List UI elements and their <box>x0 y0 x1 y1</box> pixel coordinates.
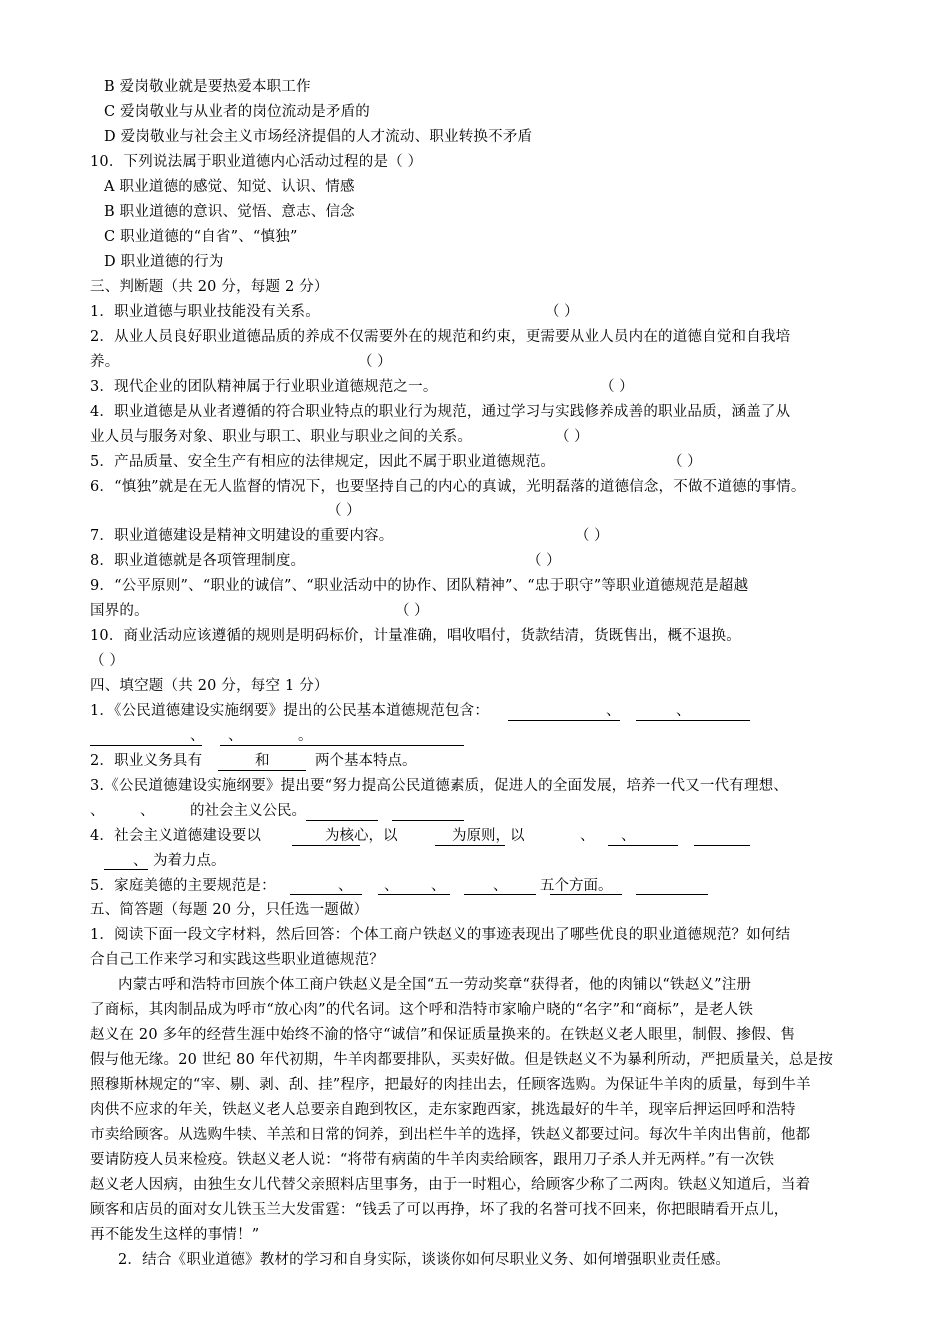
answer-paren: （ ） <box>600 379 634 395</box>
fill-blank[interactable] <box>636 720 750 721</box>
answer-paren: （ ） <box>358 354 392 370</box>
fill-blank[interactable] <box>392 820 464 821</box>
fill-question-3-line2: 的社会主义公民。 <box>190 803 306 819</box>
fill-question-2-and: 和 <box>255 753 270 769</box>
q9-option-c: C 爱岗敬业与从业者的岗位流动是矛盾的 <box>104 104 371 120</box>
tf-question-10-line1: 10．商业活动应该遵循的规则是明码标价，计量准确，唱收唱付，货款结清，货既售出，概不退换。 <box>90 628 741 644</box>
fill-question-1-line1: 1．《公民道德建设实施纲要》提出的公民基本道德规范包含： <box>90 703 490 719</box>
fill-blank[interactable] <box>636 894 708 895</box>
tf-question-7: 7．职业道德建设是精神文明建设的重要内容。 <box>90 528 394 544</box>
separator: 、 <box>621 828 636 844</box>
passage-line: 顾客和店员的面对女儿铁玉兰大发雷霆：“钱丢了可以再挣，坏了我的名誉可找不回来，你把眼睛看开点儿， <box>90 1202 789 1218</box>
separator: 、 <box>580 828 595 844</box>
passage-line: 照穆斯林规定的“宰、剔、剥、刮、挂”程序，把最好的肉挂出去，任顾客选购。为保证牛羊肉的质量，每到牛羊 <box>90 1077 811 1093</box>
passage-line: 赵义在 20 多年的经营生涯中始终不渝的恪守“诚信”和保证质量换来的。在铁赵义老人眼里，制假、掺假、售 <box>90 1027 796 1043</box>
passage-line: 了商标，其肉制品成为呼市“放心肉”的代名词。这个呼和浩特市家喻户晓的“名字”和“商标”，是老人铁 <box>90 1002 754 1018</box>
passage-line: 市卖给顾客。从选购牛犊、羊羔和日常的饲养，到出栏牛羊的选择，铁赵义都要过问。每次牛羊肉出售前，他都 <box>90 1127 811 1143</box>
separator: 。 <box>298 728 313 744</box>
essay-question-2: 2．结合《职业道德》教材的学习和自身实际，谈谈你如何尽职业义务、如何增强职业责任感。 <box>118 1252 731 1268</box>
tf-question-5: 5．产品质量、安全生产有相应的法律规定，因此不属于职业道德规范。 <box>90 454 556 470</box>
essay-question-1-line2: 合自己工作来学习和实践这些职业道德规范？ <box>90 952 384 968</box>
fill-question-5-start: 5．家庭美德的主要规范是： <box>90 878 276 894</box>
tf-question-1: 1．职业道德与职业技能没有关系。 <box>90 304 320 320</box>
tf-question-9-line2: 国界的。 <box>90 603 149 619</box>
separator: 、 <box>431 878 446 894</box>
passage-line: 内蒙古呼和浩特市回族个体工商户铁赵义是全国“五一劳动奖章“获得者，他的肉铺以“铁赵义”注册 <box>118 977 752 993</box>
tf-question-2-line2: 养。 <box>90 354 120 370</box>
tf-question-8: 8．职业道德就是各项管理制度。 <box>90 553 306 569</box>
tf-question-4-line1: 4．职业道德是从业者遵循的符合职业特点的职业行为规范，通过学习与实践修养成善的职业品质，涵盖了从 <box>90 404 791 420</box>
passage-line: 赵义老人因病，由独生女儿代替父亲照料店里事务，由于一时粗心，给顾客少称了二两肉。铁赵义知道后，当着 <box>90 1177 811 1193</box>
answer-paren: （ ） <box>555 429 589 445</box>
answer-paren: （ ） <box>527 553 561 569</box>
answer-paren: （ ） <box>545 304 579 320</box>
section-5-heading: 五、简答题（每题 20 分，只任选一题做） <box>90 902 369 918</box>
question-10: 10．下列说法属于职业道德内心活动过程的是（ ） <box>90 154 423 170</box>
q10-option-d: D 职业道德的行为 <box>104 254 224 270</box>
q9-option-b: B 爱岗敬业就是要热爱本职工作 <box>104 79 311 95</box>
tf-question-6-line1: 6．“慎独”就是在无人监督的情况下，也要坚持自己的内心的真诚，光明磊落的道德信念，不做不道德的事情。 <box>90 479 806 495</box>
tf-question-4-line2: 业人员与服务对象、职业与职工、职业与职业之间的关系。 <box>90 429 473 445</box>
fill-blank[interactable] <box>508 720 620 721</box>
fill-question-4-start: 4．社会主义道德建设要以 <box>90 828 262 844</box>
fill-blank[interactable] <box>608 845 678 846</box>
tf-question-3: 3．现代企业的团队精神属于行业职业道德规范之一。 <box>90 379 438 395</box>
q10-option-c: C 职业道德的“自省”、“慎独” <box>104 229 298 245</box>
passage-line: 肉供不应求的年关，铁赵义老人总要亲自跑到牧区，走东家跑西家，挑选最好的牛羊，现宰后押运回呼和浩特 <box>90 1102 796 1118</box>
q10-option-b: B 职业道德的意识、觉悟、意志、信念 <box>104 204 355 220</box>
fill-question-2-start: 2．职业义务具有 <box>90 753 203 769</box>
fill-blank[interactable] <box>694 845 750 846</box>
separator: 、 <box>190 728 205 744</box>
answer-paren: （ ） <box>327 503 361 519</box>
fill-blank[interactable] <box>306 820 378 821</box>
answer-paren: （ ） <box>575 528 609 544</box>
separator: 、 <box>140 803 155 819</box>
tf-question-9-line1: 9．“公平原则”、“职业的诚信”、“职业活动中的协作、团队精神”、“忠于职守”等职业道德规范是超越 <box>90 578 749 594</box>
passage-line: 假与他无缘。20 世纪 80 年代初期，牛羊肉都要排队，买卖好做。但是铁赵义不为暴利所动，严把质量关，总是按 <box>90 1052 834 1068</box>
separator: 、 <box>384 878 399 894</box>
separator: 、 <box>90 803 105 819</box>
q10-option-a: A 职业道德的感觉、知觉、认识、情感 <box>104 179 355 195</box>
answer-paren: （ ） <box>90 653 125 669</box>
separator: 、 <box>228 728 243 744</box>
tf-question-2-line1: 2．从业人员良好职业道德品质的养成不仅需要外在的规范和约束，更需要从业人员内在的道德自觉和自我培 <box>90 329 791 345</box>
fill-question-4-core: 为核心，以 <box>325 828 398 844</box>
separator: 、 <box>338 878 353 894</box>
fill-blank[interactable] <box>90 745 202 746</box>
separator: 、 <box>133 853 148 869</box>
separator: 、 <box>493 878 508 894</box>
fill-question-5-end: 五个方面。 <box>540 878 613 894</box>
fill-question-3-line1: 3.《公民道德建设实施纲要》提出要“努力提高公民道德素质，促进人的全面发展，培养一代又一代有理想、 <box>90 778 789 794</box>
section-4-heading: 四、填空题（共 20 分，每空 1 分） <box>90 678 329 694</box>
fill-question-2-end: 两个基本特点。 <box>315 753 417 769</box>
answer-paren: （ ） <box>668 454 702 470</box>
separator: 、 <box>606 703 621 719</box>
fill-question-4-principle: 为原则，以 <box>452 828 525 844</box>
fill-blank[interactable] <box>316 745 464 746</box>
q9-option-d: D 爱岗敬业与社会主义市场经济提倡的人才流动、职业转换不矛盾 <box>104 129 533 145</box>
answer-paren: （ ） <box>395 603 429 619</box>
passage-line: 要请防疫人员来检疫。铁赵义老人说：“将带有病菌的牛羊肉卖给顾客，跟用刀子杀人并无两样。”有一次铁 <box>90 1152 775 1168</box>
separator: 、 <box>676 703 691 719</box>
essay-question-1-line1: 1．阅读下面一段文字材料，然后回答：个体工商户铁赵义的事迹表现出了哪些优良的职业道德规范？如何结 <box>90 927 791 943</box>
section-3-heading: 三、判断题（共 20 分，每题 2 分） <box>90 279 329 295</box>
passage-line: 再不能发生这样的事情！” <box>90 1227 260 1243</box>
fill-question-4-end: 为着力点。 <box>153 853 226 869</box>
